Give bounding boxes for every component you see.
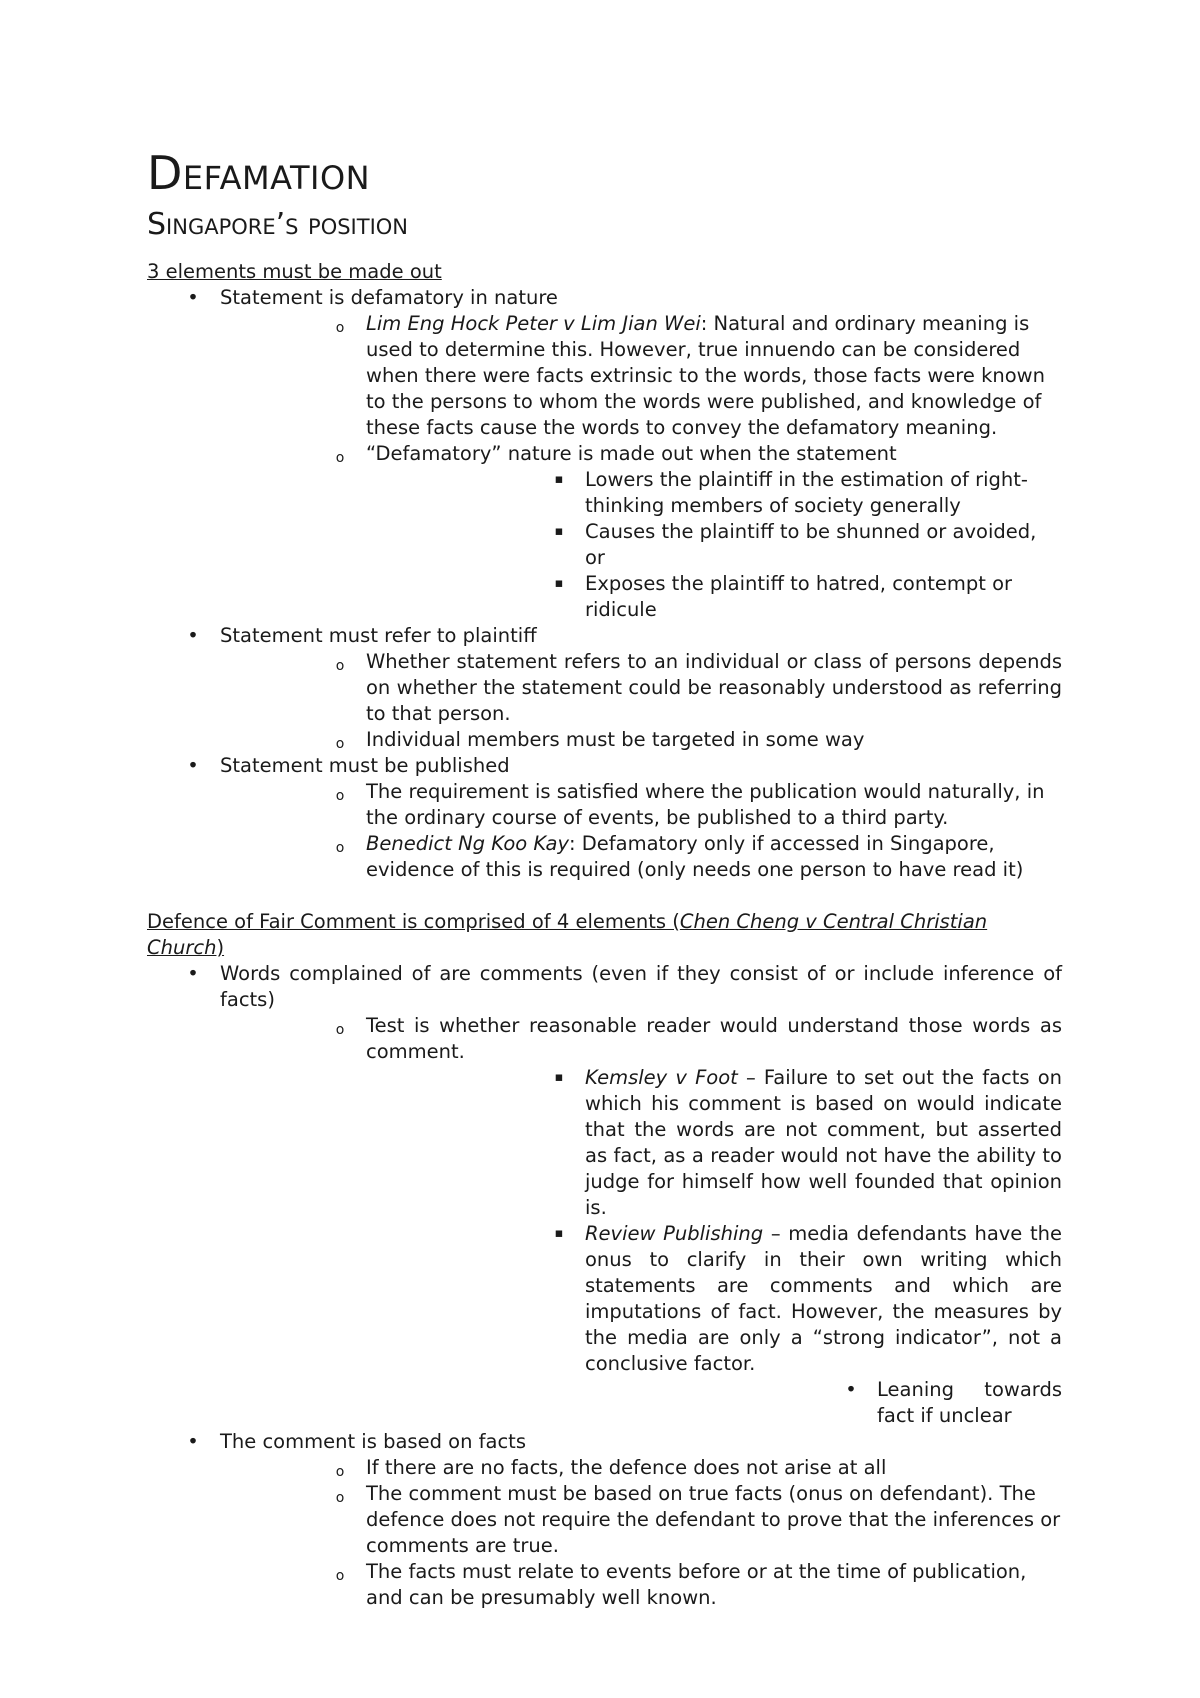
bullet-icon: o (335, 1490, 345, 1506)
sub-list (220, 779, 1062, 883)
list-item (147, 623, 1062, 753)
square-bullet-icon: ▪ (554, 1226, 564, 1241)
bullet-icon: • (187, 962, 199, 985)
bullet-icon: o (335, 320, 345, 336)
fair-comment-list (147, 961, 1062, 1611)
item-text: Leaning towards fact if unclear (877, 1378, 1062, 1427)
bullet-icon: o (335, 788, 345, 804)
item-text: Causes the plaintiff to be shunned or avoided, or (585, 520, 1037, 569)
item-text: – media defendants have the onus to clarify in their own writing which statements are comments and which are imputations of fact. However, the measures by the media are only a “strong indicator”, not a conclusive factor. (585, 1222, 1062, 1375)
element-text: Statement must be published (220, 754, 510, 777)
page-title: Defamation (147, 146, 371, 200)
list-item (220, 311, 1062, 441)
bullet-icon: o (335, 450, 345, 466)
case-name: Kemsley v Foot (585, 1066, 738, 1089)
list-item (366, 519, 1062, 571)
item-text: – Failure to set out the facts on which his comment is based on would indicate that the words are not comment, but asserted as fact, as a reader would not have the ability to judge for himself how well founded that opinion is. (585, 1066, 1062, 1219)
list-item (220, 831, 1062, 883)
list-item (147, 961, 1062, 1429)
element-text: Words complained of are comments (even if they consist of or include inference of facts) (220, 962, 1062, 1011)
list-item (366, 571, 1062, 623)
element-text: Statement must refer to plaintiff (220, 624, 537, 647)
item-text: The facts must relate to events before or at the time of publication, and can be presumably well known. (366, 1560, 1027, 1609)
case-name: Lim Eng Hock Peter v Lim Jian Wei (366, 312, 701, 335)
sub-sub-sub-list (585, 1377, 1062, 1429)
page-subtitle: Singapore’s position (147, 207, 409, 242)
list-item (585, 1377, 1062, 1429)
item-text: Exposes the plaintiff to hatred, contempt or ridicule (585, 572, 1013, 621)
bullet-icon: • (187, 1430, 199, 1453)
item-text: Whether statement refers to an individual or class of persons depends on whether the statement could be reasonably understood as referring to that person. (366, 650, 1062, 725)
list-item (147, 1429, 1062, 1611)
item-text: The comment must be based on true facts (onus on defendant). The defence does not require the defendant to prove that the inferences or comments are true. (366, 1482, 1061, 1557)
square-bullet-icon: ▪ (554, 472, 564, 487)
bullet-icon: o (335, 840, 345, 856)
item-text: “Defamatory” nature is made out when the statement (366, 442, 897, 465)
bullet-icon: o (335, 658, 345, 674)
spacer (147, 883, 1062, 909)
item-text: Individual members must be targeted in some way (366, 728, 865, 751)
element-text: The comment is based on facts (220, 1430, 526, 1453)
square-bullet-icon: ▪ (554, 524, 564, 539)
bullet-icon: • (187, 624, 199, 647)
item-text: Lowers the plaintiff in the estimation of right-thinking members of society generally (585, 468, 1028, 517)
list-item (220, 1559, 1062, 1611)
heading-text: ) (216, 936, 225, 959)
bullet-icon: o (335, 736, 345, 752)
list-item (366, 467, 1062, 519)
list-item (220, 1013, 1062, 1429)
document-page (147, 145, 1062, 1611)
list-item (220, 1481, 1062, 1559)
case-name: Benedict Ng Koo Kay (366, 832, 569, 855)
list-item (147, 285, 1062, 623)
section-heading-fair-comment (147, 909, 1062, 961)
square-bullet-icon: ▪ (554, 1070, 564, 1085)
list-item (220, 1455, 1062, 1481)
sub-list (220, 649, 1062, 753)
bullet-icon: o (335, 1022, 345, 1038)
bullet-icon: o (335, 1464, 345, 1480)
sub-list (220, 1455, 1062, 1611)
list-item (366, 1221, 1062, 1429)
item-text: If there are no facts, the defence does not arise at all (366, 1456, 887, 1479)
sub-sub-list (366, 1065, 1062, 1429)
item-text: : Natural and ordinary meaning is used to determine this. However, true innuendo can be considered when there were facts extrinsic to the words, those facts were known to the persons to whom the words were published, and knowledge of these facts cause the words to convey the defamatory meaning. (366, 312, 1045, 439)
square-bullet-icon: ▪ (554, 576, 564, 591)
element-text: Statement is defamatory in nature (220, 286, 558, 309)
sub-sub-list (366, 467, 1062, 623)
list-item (220, 779, 1062, 831)
item-text: : Defamatory only if accessed in Singapore, evidence of this is required (only needs one person to have read it) (366, 832, 1024, 881)
bullet-icon: • (187, 286, 199, 309)
sub-list (220, 311, 1062, 623)
case-name: Review Publishing (585, 1222, 764, 1245)
list-item (366, 1065, 1062, 1221)
case-name: Chen Cheng v Central Christian Church (147, 910, 988, 959)
element-list (147, 285, 1062, 883)
bullet-icon: o (335, 1568, 345, 1584)
list-item (220, 441, 1062, 623)
list-item (147, 753, 1062, 883)
bullet-icon: • (845, 1378, 857, 1401)
bullet-icon: • (187, 754, 199, 777)
section-heading-elements: 3 elements must be made out (147, 260, 442, 283)
list-item (220, 727, 1062, 753)
item-text: Test is whether reasonable reader would understand those words as comment. (366, 1014, 1062, 1063)
list-item (220, 649, 1062, 727)
sub-list (220, 1013, 1062, 1429)
heading-text: Defence of Fair Comment is comprised of 4 elements ( (147, 910, 680, 933)
item-text: The requirement is satisfied where the publication would naturally, in the ordinary course of events, be published to a third party. (366, 780, 1045, 829)
